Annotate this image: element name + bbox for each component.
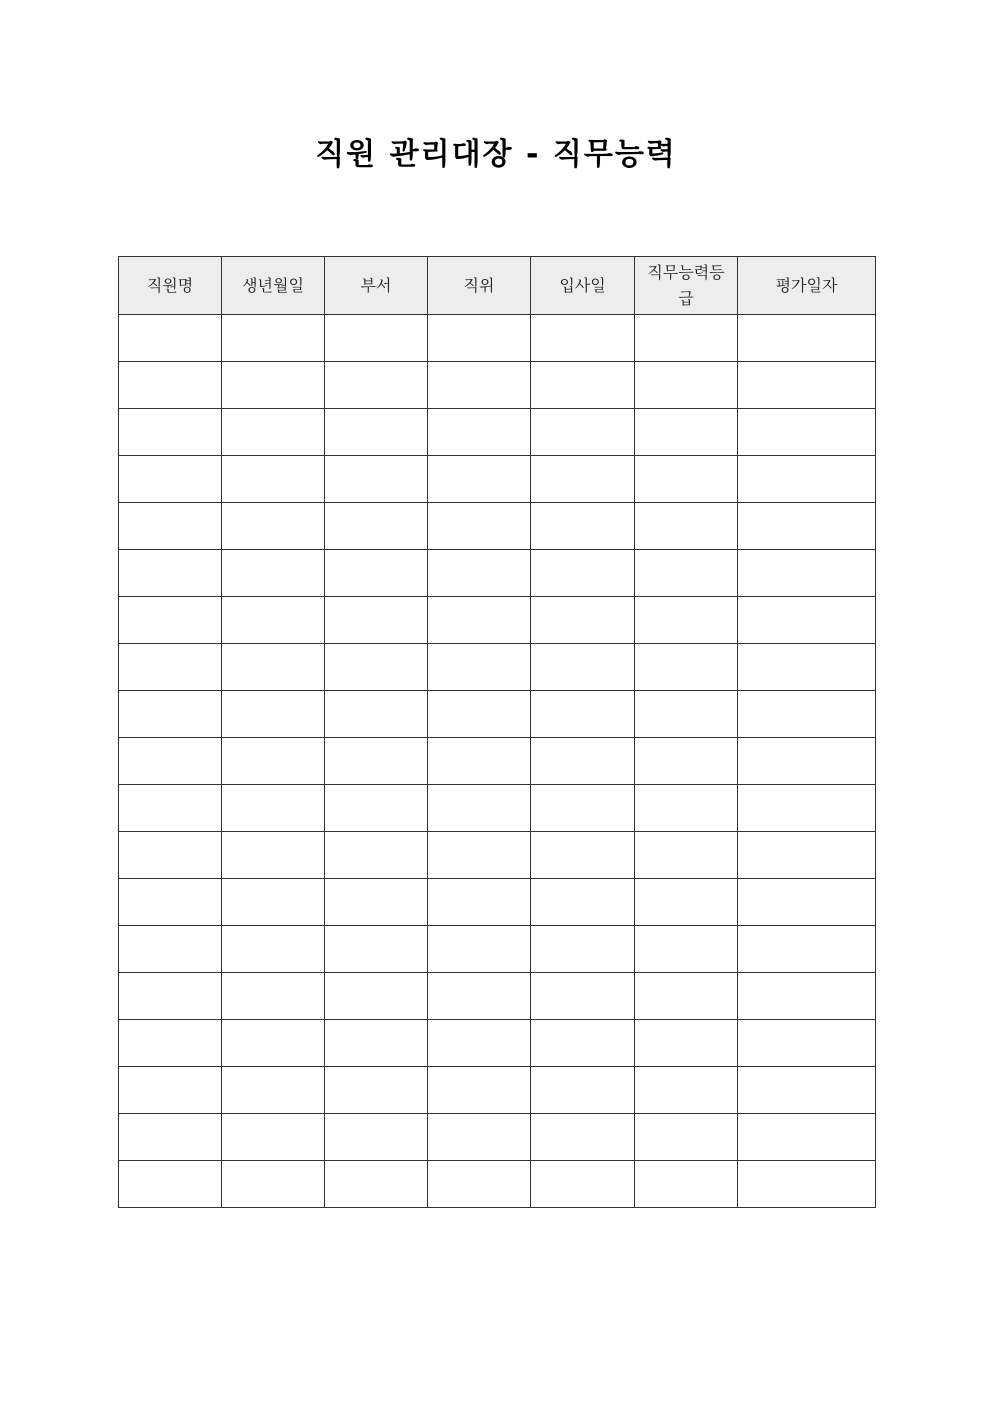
table-cell[interactable] — [119, 973, 222, 1020]
table-cell[interactable] — [119, 832, 222, 879]
table-cell[interactable] — [325, 503, 428, 550]
column-header-birth-date: 생년월일 — [222, 257, 325, 315]
column-header-competency-grade: 직무능력등급 — [635, 257, 738, 315]
table-cell[interactable] — [531, 644, 635, 691]
table-cell[interactable] — [635, 362, 738, 409]
table-row — [119, 456, 876, 503]
table-cell[interactable] — [738, 1020, 876, 1067]
table-cell[interactable] — [635, 691, 738, 738]
table-cell[interactable] — [119, 315, 222, 362]
table-cell[interactable] — [222, 926, 325, 973]
table-cell[interactable] — [635, 456, 738, 503]
table-cell[interactable] — [119, 456, 222, 503]
table-cell[interactable] — [738, 785, 876, 832]
table-cell[interactable] — [428, 315, 531, 362]
table-cell[interactable] — [531, 691, 635, 738]
column-header-hire-date: 입사일 — [531, 257, 635, 315]
table-cell[interactable] — [428, 362, 531, 409]
table-cell[interactable] — [119, 879, 222, 926]
table-cell[interactable] — [325, 832, 428, 879]
table-cell[interactable] — [531, 456, 635, 503]
table-cell[interactable] — [738, 1067, 876, 1114]
table-cell[interactable] — [738, 879, 876, 926]
table-row — [119, 597, 876, 644]
table-cell[interactable] — [738, 1114, 876, 1161]
table-cell[interactable] — [222, 1020, 325, 1067]
table-cell[interactable] — [428, 550, 531, 597]
table-cell[interactable] — [428, 973, 531, 1020]
table-cell[interactable] — [222, 1067, 325, 1114]
page-title: 직원 관리대장 - 직무능력 — [315, 137, 677, 172]
table-cell[interactable] — [325, 456, 428, 503]
table-cell[interactable] — [738, 973, 876, 1020]
table-cell[interactable] — [531, 1067, 635, 1114]
table-cell[interactable] — [119, 503, 222, 550]
table-cell[interactable] — [325, 785, 428, 832]
table-cell[interactable] — [119, 1114, 222, 1161]
table-cell[interactable] — [738, 362, 876, 409]
table-cell[interactable] — [531, 785, 635, 832]
table-cell[interactable] — [222, 362, 325, 409]
table-cell[interactable] — [738, 597, 876, 644]
table-cell[interactable] — [428, 1161, 531, 1208]
table-row — [119, 1067, 876, 1114]
table-cell[interactable] — [119, 691, 222, 738]
table-cell[interactable] — [222, 456, 325, 503]
table-cell[interactable] — [738, 926, 876, 973]
table-cell[interactable] — [325, 1161, 428, 1208]
table-cell[interactable] — [222, 973, 325, 1020]
table-cell[interactable] — [428, 597, 531, 644]
table-row — [119, 644, 876, 691]
table-cell[interactable] — [738, 503, 876, 550]
table-cell[interactable] — [325, 1067, 428, 1114]
table-cell[interactable] — [635, 1161, 738, 1208]
table-cell[interactable] — [738, 550, 876, 597]
table-cell[interactable] — [531, 738, 635, 785]
table-cell[interactable] — [531, 362, 635, 409]
table-cell[interactable] — [325, 973, 428, 1020]
table-cell[interactable] — [738, 1161, 876, 1208]
table-cell[interactable] — [531, 973, 635, 1020]
table-cell[interactable] — [635, 832, 738, 879]
table-cell[interactable] — [428, 409, 531, 456]
table-cell[interactable] — [119, 926, 222, 973]
table-cell[interactable] — [222, 738, 325, 785]
table-cell[interactable] — [531, 550, 635, 597]
table-row — [119, 1114, 876, 1161]
table-cell[interactable] — [635, 1114, 738, 1161]
table-cell[interactable] — [119, 785, 222, 832]
table-cell[interactable] — [119, 1067, 222, 1114]
table-row — [119, 315, 876, 362]
table-row — [119, 691, 876, 738]
table-cell[interactable] — [325, 691, 428, 738]
table-body — [119, 315, 876, 1208]
table-cell[interactable] — [428, 738, 531, 785]
column-header-position: 직위 — [428, 257, 531, 315]
column-header-employee-name: 직원명 — [119, 257, 222, 315]
table-cell[interactable] — [738, 644, 876, 691]
table-cell[interactable] — [738, 315, 876, 362]
table-cell[interactable] — [531, 926, 635, 973]
table-row — [119, 832, 876, 879]
table-cell[interactable] — [738, 832, 876, 879]
table-cell[interactable] — [635, 315, 738, 362]
employee-competency-table — [118, 256, 876, 1208]
table-cell[interactable] — [738, 738, 876, 785]
table-cell[interactable] — [635, 973, 738, 1020]
table-cell[interactable] — [325, 1020, 428, 1067]
table-cell[interactable] — [325, 597, 428, 644]
table-header-row — [119, 257, 876, 315]
table-cell[interactable] — [119, 409, 222, 456]
table-cell[interactable] — [428, 879, 531, 926]
table-cell[interactable] — [531, 503, 635, 550]
table-cell[interactable] — [635, 879, 738, 926]
table-row — [119, 1161, 876, 1208]
table-cell[interactable] — [428, 832, 531, 879]
table-cell[interactable] — [222, 879, 325, 926]
table-cell[interactable] — [119, 550, 222, 597]
table-cell[interactable] — [119, 738, 222, 785]
table-cell[interactable] — [428, 1067, 531, 1114]
table-cell[interactable] — [635, 503, 738, 550]
table-cell[interactable] — [531, 1114, 635, 1161]
table-cell[interactable] — [222, 785, 325, 832]
table-cell[interactable] — [738, 409, 876, 456]
table-cell[interactable] — [119, 644, 222, 691]
table-cell[interactable] — [428, 456, 531, 503]
table-cell[interactable] — [325, 362, 428, 409]
table-cell[interactable] — [222, 691, 325, 738]
table-cell[interactable] — [428, 1020, 531, 1067]
table-cell[interactable] — [428, 785, 531, 832]
table-cell[interactable] — [635, 1067, 738, 1114]
table-row — [119, 362, 876, 409]
table-cell[interactable] — [635, 926, 738, 973]
column-header-department: 부서 — [325, 257, 428, 315]
table-cell[interactable] — [635, 785, 738, 832]
table-cell[interactable] — [531, 1020, 635, 1067]
table-cell[interactable] — [635, 738, 738, 785]
table-cell[interactable] — [738, 691, 876, 738]
table-cell[interactable] — [738, 456, 876, 503]
table-cell[interactable] — [635, 1020, 738, 1067]
table-cell[interactable] — [222, 597, 325, 644]
table-cell[interactable] — [428, 1114, 531, 1161]
table-cell[interactable] — [119, 362, 222, 409]
table-cell[interactable] — [325, 1114, 428, 1161]
table-row — [119, 973, 876, 1020]
table-cell[interactable] — [635, 550, 738, 597]
table-cell[interactable] — [428, 503, 531, 550]
table-cell[interactable] — [325, 926, 428, 973]
table-cell[interactable] — [531, 597, 635, 644]
table-row — [119, 738, 876, 785]
table-cell[interactable] — [222, 315, 325, 362]
table-cell[interactable] — [428, 926, 531, 973]
table-cell[interactable] — [119, 597, 222, 644]
table-cell[interactable] — [222, 644, 325, 691]
table-cell[interactable] — [428, 644, 531, 691]
table-cell[interactable] — [531, 832, 635, 879]
table-cell[interactable] — [635, 597, 738, 644]
table-cell[interactable] — [222, 832, 325, 879]
table-cell[interactable] — [222, 550, 325, 597]
table-cell[interactable] — [325, 738, 428, 785]
table-cell[interactable] — [119, 1161, 222, 1208]
table-cell[interactable] — [119, 1020, 222, 1067]
table-cell[interactable] — [531, 315, 635, 362]
table-row — [119, 785, 876, 832]
column-header-evaluation-date: 평가일자 — [738, 257, 876, 315]
table-cell[interactable] — [222, 503, 325, 550]
table-cell[interactable] — [325, 409, 428, 456]
table-cell[interactable] — [635, 409, 738, 456]
table-cell[interactable] — [531, 1161, 635, 1208]
table-cell[interactable] — [222, 1161, 325, 1208]
table-cell[interactable] — [325, 644, 428, 691]
table-row — [119, 879, 876, 926]
table-row — [119, 1020, 876, 1067]
table-cell[interactable] — [531, 409, 635, 456]
table-cell[interactable] — [222, 409, 325, 456]
table-cell[interactable] — [325, 550, 428, 597]
table-row — [119, 550, 876, 597]
table-cell[interactable] — [222, 1114, 325, 1161]
table-cell[interactable] — [531, 879, 635, 926]
table-row — [119, 503, 876, 550]
table-cell[interactable] — [325, 879, 428, 926]
table-cell[interactable] — [428, 691, 531, 738]
table-row — [119, 409, 876, 456]
table-row — [119, 926, 876, 973]
table-cell[interactable] — [325, 315, 428, 362]
table-cell[interactable] — [635, 644, 738, 691]
